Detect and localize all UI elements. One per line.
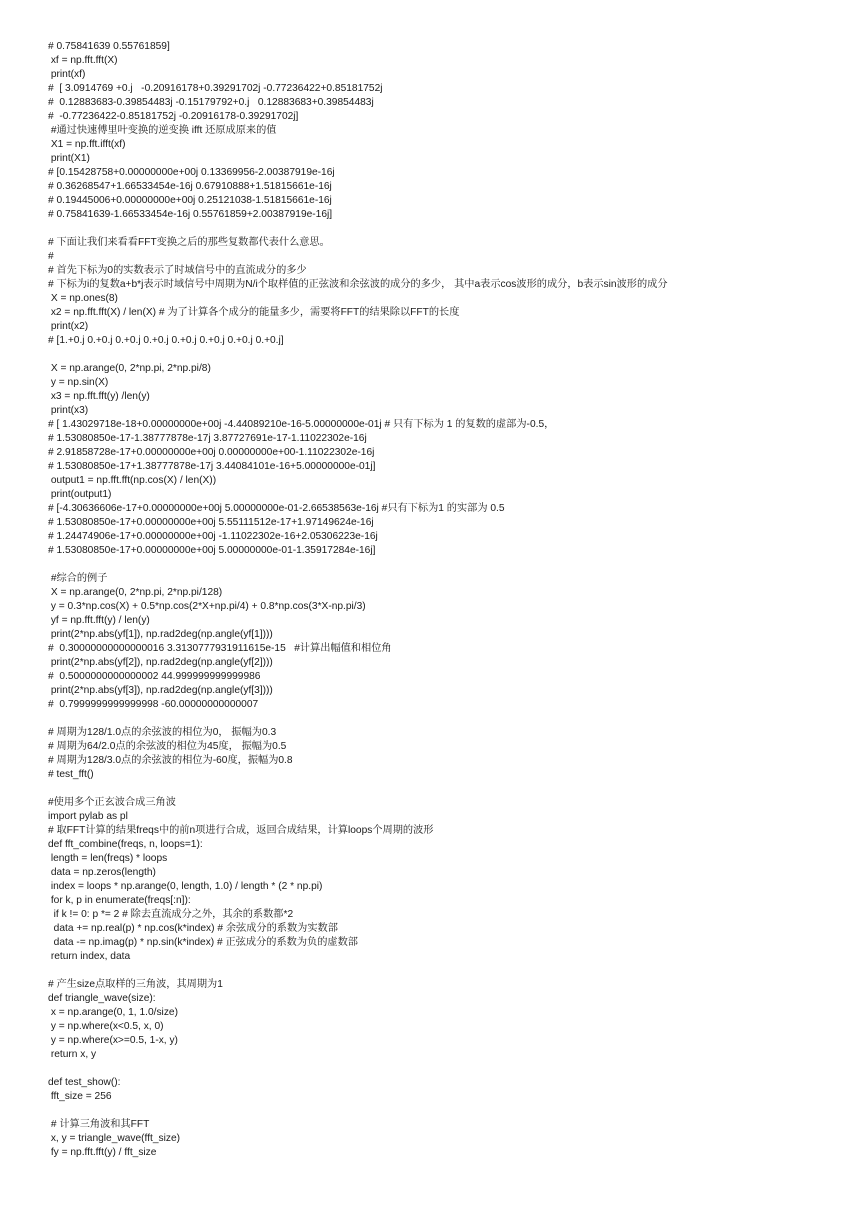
code-line: # 0.5000000000000002 44.999999999999986 bbox=[48, 671, 261, 682]
code-line: X = np.arange(0, 2*np.pi, 2*np.pi/8) bbox=[48, 363, 211, 374]
code-line: # 1.24474906e-17+0.00000000e+00j -1.11022302e-16+2.05306223e-16j bbox=[48, 531, 378, 542]
code-line: print(2*np.abs(yf[3]), np.rad2deg(np.angle(yf[3]))) bbox=[48, 685, 273, 696]
code-line: print(X1) bbox=[48, 153, 90, 164]
code-line: index = loops * np.arange(0, length, 1.0) / length * (2 * np.pi) bbox=[48, 881, 323, 892]
code-line: # 首先下标为0的实数表示了时域信号中的直流成分的多少 bbox=[48, 265, 307, 276]
code-line: fft_size = 256 bbox=[48, 1091, 112, 1102]
code-line bbox=[48, 348, 848, 362]
code-line: fy = np.fft.fft(y) / fft_size bbox=[48, 1147, 157, 1158]
code-line bbox=[48, 1062, 848, 1076]
code-line: # 0.30000000000000016 3.3130777931911615e-15 #计算出幅值和相位角 bbox=[48, 643, 392, 654]
code-line: y = np.where(x>=0.5, 1-x, y) bbox=[48, 1035, 178, 1046]
code-line: # 2.91858728e-17+0.00000000e+00j 0.00000000e+00-1.11022302e-16j bbox=[48, 447, 375, 458]
code-line: #通过快速傅里叶变换的逆变换 ifft 还原成原来的值 bbox=[48, 125, 277, 136]
code-line: # 周期为128/3.0点的余弦波的相位为-60度，振幅为0.8 bbox=[48, 755, 293, 766]
code-line: # -0.77236422-0.85181752j -0.20916178-0.39291702j] bbox=[48, 111, 299, 122]
code-line: data += np.real(p) * np.cos(k*index) # 余弦成分的系数为实数部 bbox=[48, 923, 338, 934]
code-line: print(x3) bbox=[48, 405, 89, 416]
code-line: # 0.75841639-1.66533454e-16j 0.55761859+2.00387919e-16j] bbox=[48, 209, 333, 220]
code-line: x, y = triangle_wave(fft_size) bbox=[48, 1133, 181, 1144]
code-line bbox=[48, 1104, 848, 1118]
code-line: # 0.75841639 0.55761859] bbox=[48, 41, 170, 52]
code-line: x = np.arange(0, 1, 1.0/size) bbox=[48, 1007, 178, 1018]
code-document bbox=[48, 40, 848, 1160]
code-line: return x, y bbox=[48, 1049, 97, 1060]
code-line: # 取FFT计算的结果freqs中的前n项进行合成，返回合成结果，计算loops个周期的波形 bbox=[48, 825, 434, 836]
code-line: def fft_combine(freqs, n, loops=1): bbox=[48, 839, 203, 850]
code-line: x3 = np.fft.fft(y) /len(y) bbox=[48, 391, 150, 402]
code-line: # 周期为64/2.0点的余弦波的相位为45度， 振幅为0.5 bbox=[48, 741, 287, 752]
code-line: # 下面让我们来看看FFT变换之后的那些复数都代表什么意思。 bbox=[48, 237, 330, 248]
code-line: return index, data bbox=[48, 951, 131, 962]
code-line: import pylab as pl bbox=[48, 811, 128, 822]
code-line: X1 = np.fft.ifft(xf) bbox=[48, 139, 126, 150]
code-line: # test_fft() bbox=[48, 769, 94, 780]
code-line: # 1.53080850e-17+1.38777878e-17j 3.44084101e-16+5.00000000e-01j] bbox=[48, 461, 376, 472]
code-line: # 0.12883683-0.39854483j -0.15179792+0.j 0.12883683+0.39854483j bbox=[48, 97, 374, 108]
code-line: X = np.ones(8) bbox=[48, 293, 118, 304]
code-line: output1 = np.fft.fft(np.cos(X) / len(X)) bbox=[48, 475, 217, 486]
code-line: # [1.+0.j 0.+0.j 0.+0.j 0.+0.j 0.+0.j 0.+0.j 0.+0.j 0.+0.j] bbox=[48, 335, 284, 346]
code-line: # [-4.30636606e-17+0.00000000e+00j 5.00000000e-01-2.66538563e-16j #只有下标为1 的实部为 0.5 bbox=[48, 503, 505, 514]
code-line: print(x2) bbox=[48, 321, 89, 332]
code-line: def triangle_wave(size): bbox=[48, 993, 156, 1004]
code-line: y = np.sin(X) bbox=[48, 377, 109, 388]
code-line bbox=[48, 712, 848, 726]
code-line bbox=[48, 558, 848, 572]
code-line: # 0.7999999999999998 -60.00000000000007 bbox=[48, 699, 259, 710]
code-line: print(2*np.abs(yf[1]), np.rad2deg(np.angle(yf[1]))) bbox=[48, 629, 273, 640]
code-line: xf = np.fft.fft(X) bbox=[48, 55, 118, 66]
code-line: y = np.where(x<0.5, x, 0) bbox=[48, 1021, 164, 1032]
code-line: length = len(freqs) * loops bbox=[48, 853, 168, 864]
code-line bbox=[48, 222, 848, 236]
code-line bbox=[48, 964, 848, 978]
code-line: # [ 1.43029718e-18+0.00000000e+00j -4.44089210e-16-5.00000000e-01j # 只有下标为 1 的复数的虚部为-0.5， bbox=[48, 419, 555, 430]
code-line: # 1.53080850e-17-1.38777878e-17j 3.87727691e-17-1.11022302e-16j bbox=[48, 433, 367, 444]
code-line: # 1.53080850e-17+0.00000000e+00j 5.00000000e-01-1.35917284e-16j] bbox=[48, 545, 376, 556]
code-line: # 0.19445006+0.00000000e+00j 0.25121038-1.51815661e-16j bbox=[48, 195, 332, 206]
code-line: def test_show(): bbox=[48, 1077, 121, 1088]
code-line: # 计算三角波和其FFT bbox=[48, 1119, 150, 1130]
code-line: print(output1) bbox=[48, 489, 112, 500]
code-line: data = np.zeros(length) bbox=[48, 867, 156, 878]
code-line: # 1.53080850e-17+0.00000000e+00j 5.55111512e-17+1.97149624e-16j bbox=[48, 517, 374, 528]
code-line: if k != 0: p *= 2 # 除去直流成分之外，其余的系数都*2 bbox=[48, 909, 294, 920]
code-line: # [0.15428758+0.00000000e+00j 0.13369956-2.00387919e-16j bbox=[48, 167, 335, 178]
code-line: X = np.arange(0, 2*np.pi, 2*np.pi/128) bbox=[48, 587, 223, 598]
code-line: x2 = np.fft.fft(X) / len(X) # 为了计算各个成分的能量多少，需要将FFT的结果除以FFT的长度 bbox=[48, 307, 460, 318]
code-line: y = 0.3*np.cos(X) + 0.5*np.cos(2*X+np.pi/4) + 0.8*np.cos(3*X-np.pi/3) bbox=[48, 601, 366, 612]
code-line bbox=[48, 782, 848, 796]
code-line: for k, p in enumerate(freqs[:n]): bbox=[48, 895, 191, 906]
code-line: yf = np.fft.fft(y) / len(y) bbox=[48, 615, 150, 626]
code-line: # [ 3.0914769 +0.j -0.20916178+0.39291702j -0.77236422+0.85181752j bbox=[48, 83, 383, 94]
code-line: #综合的例子 bbox=[48, 573, 108, 584]
code-line: print(xf) bbox=[48, 69, 86, 80]
code-line: # bbox=[48, 251, 54, 262]
code-line: # 产生size点取样的三角波，其周期为1 bbox=[48, 979, 223, 990]
code-line: # 周期为128/1.0点的余弦波的相位为0， 振幅为0.3 bbox=[48, 727, 277, 738]
code-line: print(2*np.abs(yf[2]), np.rad2deg(np.angle(yf[2]))) bbox=[48, 657, 273, 668]
code-line: # 0.36268547+1.66533454e-16j 0.67910888+1.51815661e-16j bbox=[48, 181, 332, 192]
code-line: #使用多个正玄波合成三角波 bbox=[48, 797, 176, 808]
code-line: # 下标为i的复数a+b*j表示时域信号中周期为N/i个取样值的正弦波和余弦波的成分的多少， 其中a表示cos波形的成分，b表示sin波形的成分 bbox=[48, 279, 668, 290]
code-line: data -= np.imag(p) * np.sin(k*index) # 正弦成分的系数为负的虚数部 bbox=[48, 937, 358, 948]
